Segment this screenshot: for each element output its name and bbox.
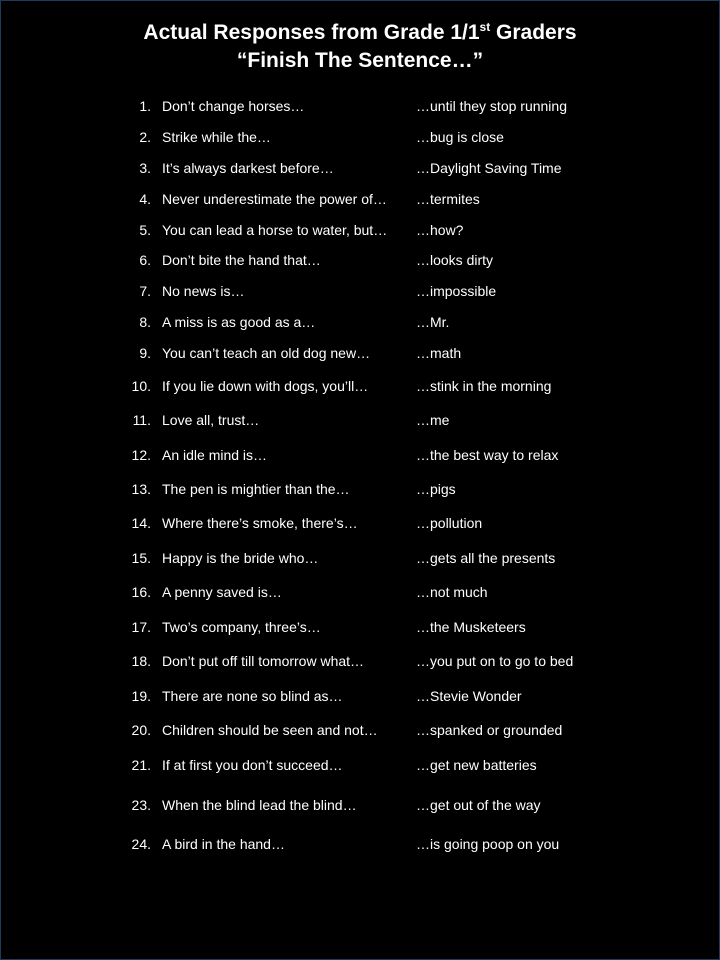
item-prompt: You can’t teach an old dog new…	[162, 345, 371, 361]
title-prefix: Actual Responses from Grade 1/1	[143, 21, 480, 44]
list-item	[1, 478, 719, 500]
item-prompt: Two’s company, three’s…	[162, 619, 321, 635]
item-answer: …pollution	[416, 515, 483, 531]
item-answer: …math	[416, 345, 462, 361]
item-number: 6.	[139, 252, 151, 268]
item-answer: …stink in the morning	[416, 378, 552, 394]
item-prompt: Don’t put off till tomorrow what…	[162, 653, 365, 669]
list-item	[1, 188, 719, 210]
item-number: 4.	[139, 191, 151, 207]
item-prompt: Love all, trust…	[162, 412, 260, 428]
item-number: 10.	[131, 378, 151, 394]
item-prompt: It’s always darkest before…	[162, 160, 334, 176]
list-item	[1, 650, 719, 672]
item-number: 12.	[131, 447, 151, 463]
item-prompt: Where there’s smoke, there’s…	[162, 515, 358, 531]
item-answer: …termites	[416, 191, 480, 207]
item-answer: …me	[416, 412, 450, 428]
item-prompt: An idle mind is…	[162, 447, 268, 463]
item-answer: …the best way to relax	[416, 447, 559, 463]
list-item	[1, 249, 719, 271]
item-answer: …until they stop running	[416, 98, 567, 114]
item-prompt: Never underestimate the power of…	[162, 191, 387, 207]
sentence-list	[1, 1, 719, 959]
item-number: 19.	[131, 688, 151, 704]
item-answer: …gets all the presents	[416, 550, 556, 566]
item-answer: …bug is close	[416, 129, 504, 145]
title-superscript: st	[479, 20, 491, 34]
item-number: 16.	[131, 584, 151, 600]
list-item	[1, 547, 719, 569]
item-number: 18.	[131, 653, 151, 669]
item-number: 1.	[139, 98, 151, 114]
title-line-2: “Finish The Sentence…”	[236, 49, 484, 72]
item-answer: …Stevie Wonder	[416, 688, 522, 704]
item-number: 14.	[131, 515, 151, 531]
item-prompt: A bird in the hand…	[162, 836, 285, 852]
list-item	[1, 512, 719, 534]
item-answer: …looks dirty	[416, 252, 494, 268]
item-number: 7.	[139, 283, 151, 299]
item-answer: …get new batteries	[416, 757, 537, 773]
list-item	[1, 342, 719, 364]
item-prompt: Don’t change horses…	[162, 98, 305, 114]
title-suffix: Graders	[490, 21, 577, 44]
list-item	[1, 444, 719, 466]
list-item	[1, 219, 719, 241]
item-answer: …Daylight Saving Time	[416, 160, 562, 176]
item-prompt: If at first you don’t succeed…	[162, 757, 343, 773]
item-answer: …you put on to go to bed	[416, 653, 574, 669]
item-answer: …impossible	[416, 283, 497, 299]
item-number: 23.	[131, 797, 151, 813]
item-prompt: There are none so blind as…	[162, 688, 343, 704]
list-item	[1, 157, 719, 179]
item-number: 13.	[131, 481, 151, 497]
list-item	[1, 409, 719, 431]
item-prompt: A miss is as good as a…	[162, 314, 316, 330]
item-number: 2.	[139, 129, 151, 145]
item-number: 9.	[139, 345, 151, 361]
list-item	[1, 375, 719, 397]
item-answer: …Mr.	[416, 314, 450, 330]
item-prompt: The pen is mightier than the…	[162, 481, 350, 497]
item-prompt: A penny saved is…	[162, 584, 282, 600]
item-prompt: No news is…	[162, 283, 245, 299]
item-prompt: Children should be seen and not…	[162, 722, 378, 738]
item-number: 8.	[139, 314, 151, 330]
item-prompt: Happy is the bride who…	[162, 550, 319, 566]
item-number: 5.	[139, 222, 151, 238]
item-number: 21.	[131, 757, 151, 773]
item-number: 17.	[131, 619, 151, 635]
item-answer: …how?	[416, 222, 464, 238]
list-item	[1, 280, 719, 302]
item-prompt: You can lead a horse to water, but…	[162, 222, 388, 238]
list-item	[1, 833, 719, 855]
list-item	[1, 794, 719, 816]
item-answer: …not much	[416, 584, 488, 600]
item-number: 11.	[132, 412, 151, 428]
list-item	[1, 754, 719, 776]
list-item	[1, 95, 719, 117]
list-item	[1, 311, 719, 333]
item-answer: …is going poop on you	[416, 836, 560, 852]
item-prompt: When the blind lead the blind…	[162, 797, 357, 813]
list-item	[1, 719, 719, 741]
item-number: 24.	[131, 836, 151, 852]
item-prompt: Don’t bite the hand that…	[162, 252, 321, 268]
list-item	[1, 581, 719, 603]
item-answer: …get out of the way	[416, 797, 541, 813]
item-number: 3.	[139, 160, 151, 176]
item-prompt: Strike while the…	[162, 129, 271, 145]
list-item	[1, 126, 719, 148]
item-number: 15.	[131, 550, 151, 566]
item-answer: …pigs	[416, 481, 456, 497]
item-number: 20.	[131, 722, 151, 738]
item-prompt: If you lie down with dogs, you’ll…	[162, 378, 369, 394]
item-answer: …spanked or grounded	[416, 722, 563, 738]
item-answer: …the Musketeers	[416, 619, 526, 635]
list-item	[1, 685, 719, 707]
list-item	[1, 616, 719, 638]
